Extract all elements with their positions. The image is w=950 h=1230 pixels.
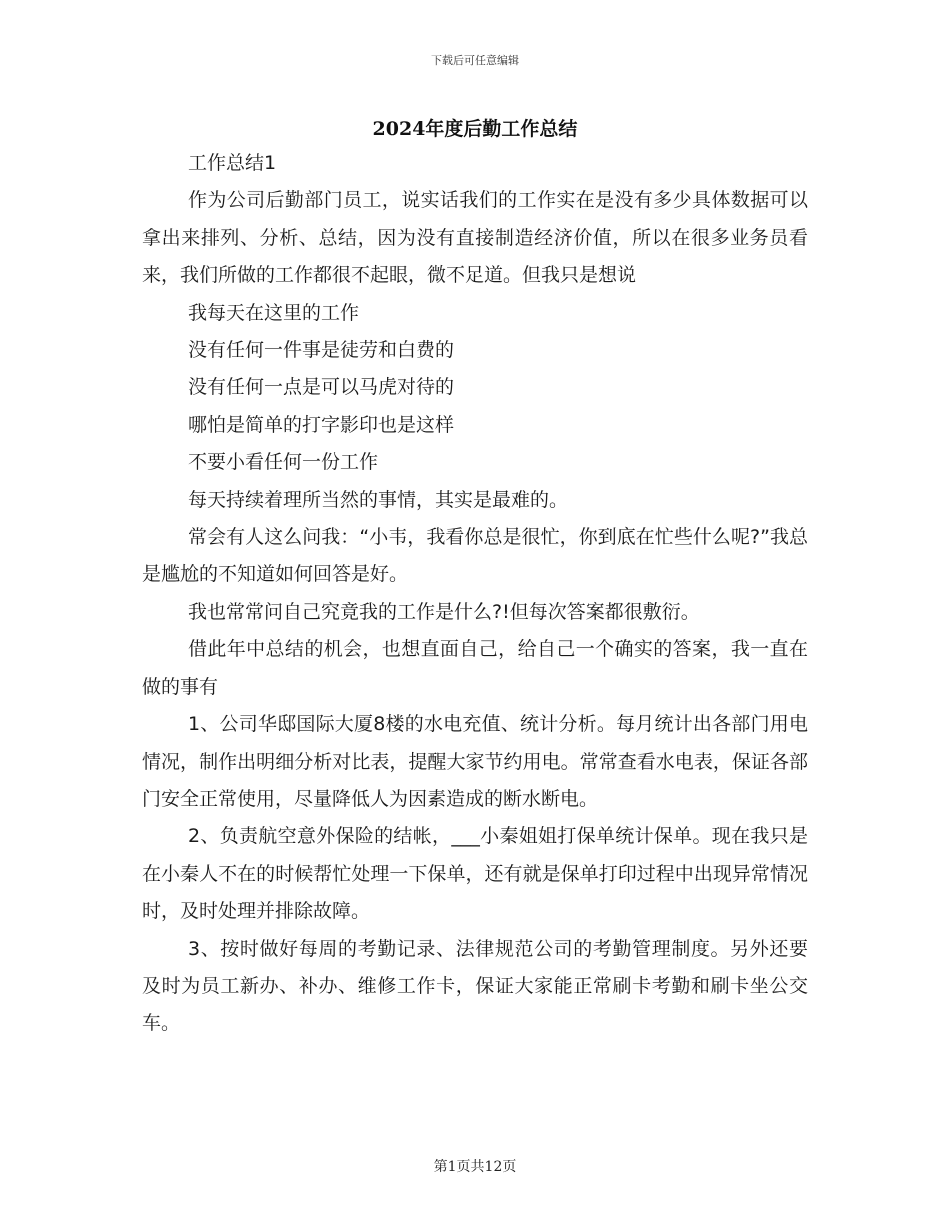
paragraph: 没有任何一件事是徒劳和白费的: [188, 339, 455, 362]
paragraph: 没有任何一点是可以马虎对待的: [188, 376, 455, 399]
paragraph: 借此年中总结的机会，也想直面自己，给自己一个确实的答案，我一直在做的事有: [142, 638, 808, 698]
page-header-note: 下载后可任意编辑: [431, 54, 519, 67]
paragraph-section-heading: 工作总结1: [188, 152, 277, 174]
paragraph: 我也常常问自己究竟我的工作是什么?!但每次答案都很敷衍。: [188, 600, 700, 623]
paragraph-item-1: 1、公司华邸国际大厦8楼的水电充值、统计分析。每月统计出各部门用电情况，制作出明细分析对比表，提醒大家节约用电。常常查看水电表，保证各部门安全正常使用，尽量降低人为因素造成的断水断电。: [142, 713, 808, 810]
paragraph: 哪怕是简单的打字影印也是这样: [188, 413, 455, 436]
page-footer-number: 第1页共12页: [433, 1159, 517, 1175]
paragraph: 不要小看任何一份工作: [188, 451, 379, 474]
document-body: [142, 145, 808, 1043]
paragraph: 常会有人这么问我：“小韦，我看你总是很忙，你到底在忙些什么呢?”我总是尴尬的不知道如何回答是好。: [142, 526, 808, 586]
paragraph-item-3: 3、按时做好每周的考勤记录、法律规范公司的考勤管理制度。另外还要及时为员工新办、补办、维修工作卡，保证大家能正常刷卡考勤和刷卡坐公交车。: [142, 937, 808, 1035]
paragraph: 每天持续着理所当然的事情，其实是最难的。: [188, 488, 569, 511]
paragraph: 作为公司后勤部门员工，说实话我们的工作实在是没有多少具体数据可以拿出来排列、分析、总结，因为没有直接制造经济价值，所以在很多业务员看来，我们所做的工作都很不起眼，微不足道。但我只是想说: [142, 189, 808, 287]
document-title: 2024年度后勤工作总结: [372, 118, 578, 140]
paragraph: 我每天在这里的工作: [188, 301, 360, 324]
paragraph-item-2: 2、负责航空意外保险的结帐，___小秦姐姐打保单统计保单。现在我只是在小秦人不在的时候帮忙处理一下保单，还有就是保单打印过程中出现异常情况时，及时处理并排除故障。: [142, 825, 808, 923]
